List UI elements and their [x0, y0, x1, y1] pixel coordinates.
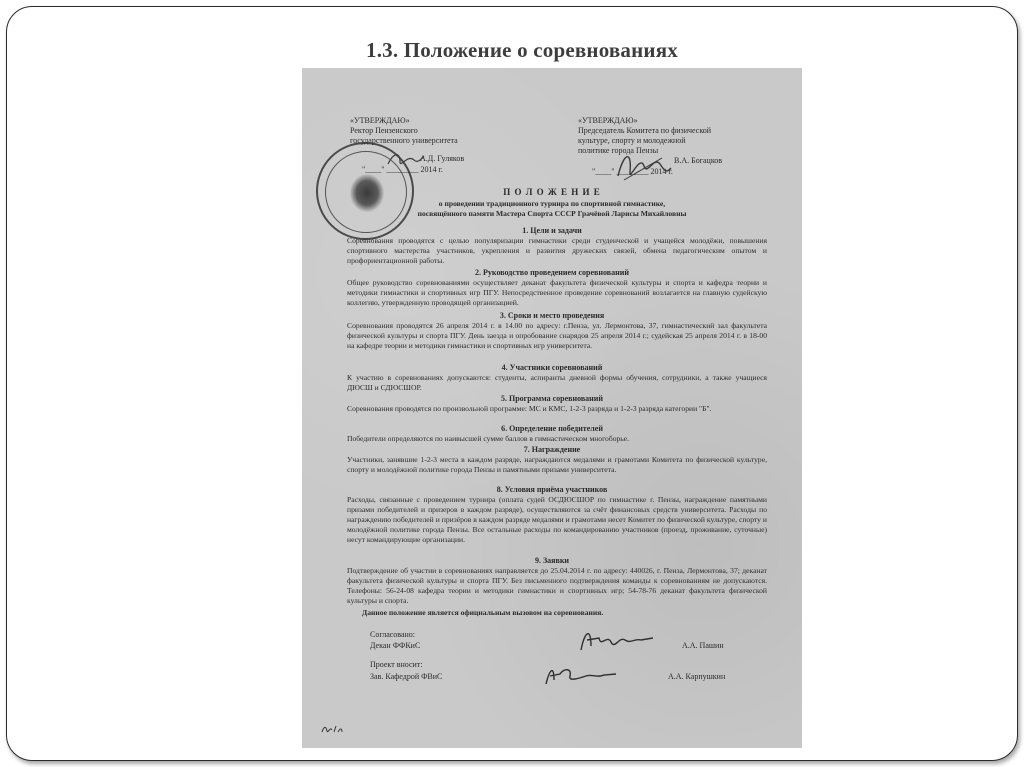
submitted-label: Проект вносит:	[370, 660, 423, 669]
handwritten-mark	[320, 722, 344, 736]
section-text: Соревнования проводятся с целью популяризации гимнастики среди студенческой и учащейся молодёжи, повышения спортивного мастерства участников, укрепления и развития дружеских связей, обмена педагогическим опытом и профориентационной работы.	[347, 236, 767, 265]
approve-right-line3: политике города Пензы	[578, 146, 659, 155]
section-text: Расходы, связанные с проведением турнира (оплата судей ОСДЮСШОР по гимнастике г. Пензы, награждение памятными призами победителей и призеров в каждом разряде), осуществляются за счёт финансовых средств университета. Расходы по награждению победителей и призёров в каждом разряде медалями и грамотами несет Комитет по физической культуре, спорту и молодёжной политике города Пензы. Все остальные расходы по командированию участников (проезд, проживание, суточные) несут командирующие организации.	[347, 495, 767, 544]
doc-heading: П О Л О Ж Е Н И Е	[503, 187, 601, 197]
approve-left-signer: А.Д. Гуляков	[420, 154, 465, 163]
approve-left-line1: Ректор Пензенского	[350, 126, 418, 135]
approve-left-label: «УТВЕРЖДАЮ»	[350, 116, 410, 125]
slide-title: 1.3. Положение о соревнованиях	[366, 38, 678, 62]
section-title: 5. Программа соревнований	[500, 394, 604, 403]
approve-right-label: «УТВЕРЖДАЮ»	[578, 116, 638, 125]
signature-left	[386, 148, 426, 170]
section-title: 1. Цели и задачи	[522, 226, 582, 235]
section-title: 2. Руководство проведением соревнований	[475, 268, 629, 277]
final-note: Данное положение является официальным вызовом на соревнования.	[362, 608, 604, 617]
approve-left-line2: государственного университета	[350, 136, 458, 145]
submitted-name: А.А. Карпушкин	[668, 672, 726, 681]
agreed-role: Декан ФФКиС	[370, 641, 421, 650]
submitted-role: Зав. Кафедрой ФВиС	[370, 672, 443, 681]
signature-right	[614, 146, 674, 186]
section-text: Соревнования проводятся 26 апреля 2014 г. в 14.00 по адресу: г.Пенза, ул. Лермонтова, 37, гимнастический зал факультета физической культуры и спорта ПГУ. День заезда и опробование снарядов 25 апреля 2014 г.; судейская 25 апреля 2014 г. в 18-00 на кафедре теории и методики гимнастики и спортивных игр университета.	[347, 321, 767, 350]
agreed-name: А.А. Пашин	[682, 641, 724, 650]
section-title: 7. Награждение	[523, 445, 581, 454]
section-text: Соревнования проводятся по произвольной программе: МС и КМС, 1-2-3 разряда и 1-2-3 разряда категории "Б".	[347, 404, 712, 413]
section-title: 4. Участники соревнований	[501, 363, 603, 372]
section-text: Подтверждение об участии в соревнованиях направляется до 25.04.2014 г. по адресу: 440026, г. Пенза, Лермонтова, 37; деканат факультета физической культуры и спорта ПГУ. Без письменного подтверждения команды к соревнованиям не допускаются. Телефоны: 56-24-08 кафедра теории и методики гимнастики и спортивных игр; 54-78-76 деканат факультета физической культуры и спорта.	[347, 566, 767, 605]
signature-dean	[577, 626, 657, 656]
section-text: Победители определяются по наивысшей сумме баллов в гимнастическом многоборье.	[347, 434, 630, 443]
section-title: 6. Определение победителей	[501, 424, 603, 433]
doc-subheading-1: о проведении традиционного турнира по спортивной гимнастике,	[438, 199, 666, 208]
approve-right-date: "____" ________ 2014 г.	[592, 167, 673, 176]
section-title: 3. Сроки и место проведения	[499, 311, 605, 320]
section-title: 9. Заявки	[534, 556, 570, 565]
approve-right-signer: В.А. Богацков	[674, 156, 723, 165]
signature-head	[542, 662, 622, 690]
section-title: 8. Условия приёма участников	[496, 485, 608, 494]
section-text: Участники, занявшие 1-2-3 места в каждом разряде, награждаются медалями и грамотами Комитета по физической культуре, спорту и молодёжной политике города Пензы и памятными призами университета.	[347, 455, 767, 474]
approve-left-date: "____" ________ 2014 г.	[362, 165, 443, 174]
doc-subheading-2: посвящённого памяти Мастера Спорта СССР Грачёвой Ларисы Михайловны	[417, 209, 687, 218]
approve-right-line1: Председатель Комитета по физической	[578, 126, 712, 135]
approve-right-line2: культуре, спорту и молодежной	[578, 136, 686, 145]
section-text: Общее руководство соревнованиями осуществляет деканат факультета физической культуры и спорта и кафедра теории и методики гимнастики и спортивных игр ПГУ. Непосредственное проведение соревнований возлагается на главную судейскую коллегию, утвержденную проводящей организацией.	[347, 278, 767, 307]
agreed-label: Согласовано:	[370, 630, 416, 639]
section-text: К участию в соревнованиях допускаются: студенты, аспиранты дневной формы обучения, сотрудники, а также учащиеся ДЮСШ и СДЮСШОР.	[347, 373, 767, 392]
scanned-document	[302, 68, 802, 748]
